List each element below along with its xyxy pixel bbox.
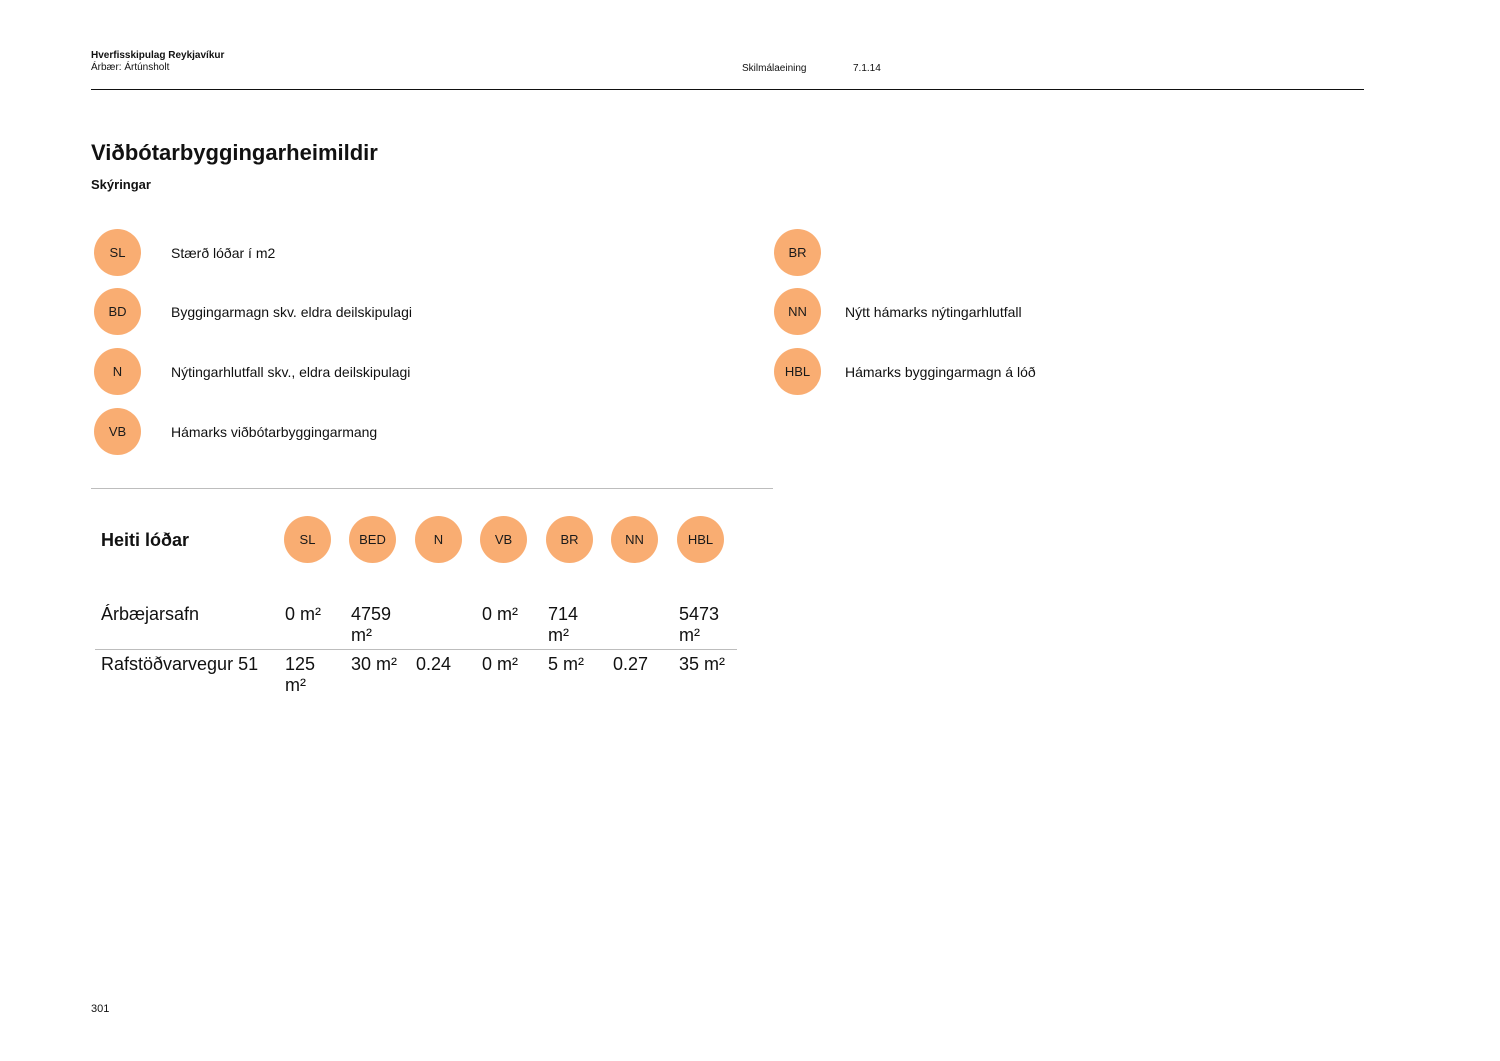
table-header-name: Heiti lóðar bbox=[101, 530, 190, 550]
table-cell: 35 m² bbox=[679, 654, 726, 674]
legend-label-hbl: Hámarks byggingarmagn á lóð bbox=[845, 364, 1036, 380]
table-cell: 0.24 bbox=[416, 654, 452, 674]
legend-label-n: Nýtingarhlutfall skv., eldra deilskipulagi bbox=[171, 364, 411, 380]
table-header-bed: BED bbox=[349, 516, 396, 563]
table-cell: 714 m² bbox=[548, 604, 579, 645]
table-cell: 4759 m² bbox=[351, 604, 392, 645]
page-title: Viðbótarbyggingarheimildir bbox=[91, 140, 378, 165]
table-header-hbl: HBL bbox=[677, 516, 724, 563]
table-cell: 5 m² bbox=[548, 654, 584, 674]
table-row-rule bbox=[95, 649, 737, 650]
table-row-name: Rafstöðvarvegur 51 bbox=[101, 654, 259, 674]
section-number: 7.1.14 bbox=[853, 63, 881, 74]
table-header-vb: VB bbox=[480, 516, 527, 563]
legend-badge-bd: BD bbox=[94, 288, 141, 335]
page-number: 301 bbox=[91, 1003, 110, 1015]
legend-badge-br: BR bbox=[774, 229, 821, 276]
document-subtitle: Árbær: Ártúnsholt bbox=[91, 62, 170, 73]
table-cell: 30 m² bbox=[351, 654, 398, 674]
legend-label-nn: Nýtt hámarks nýtingarhlutfall bbox=[845, 304, 1022, 320]
table-header-n: N bbox=[415, 516, 462, 563]
legend-badge-vb: VB bbox=[94, 408, 141, 455]
legend-label-vb: Hámarks viðbótarbyggingarmang bbox=[171, 424, 378, 440]
legend-badge-nn: NN bbox=[774, 288, 821, 335]
section-label: Skilmálaeining bbox=[742, 63, 807, 74]
table-cell: 0 m² bbox=[482, 604, 518, 624]
legend-badge-hbl: HBL bbox=[774, 348, 821, 395]
table-header-br: BR bbox=[546, 516, 593, 563]
legend-badge-sl: SL bbox=[94, 229, 141, 276]
document-title: Hverfisskipulag Reykjavíkur bbox=[91, 50, 225, 61]
table-cell: 0 m² bbox=[482, 654, 518, 674]
legend-heading: Skýringar bbox=[91, 177, 151, 192]
legend-label-sl: Stærð lóðar í m2 bbox=[171, 245, 276, 261]
section-divider bbox=[91, 488, 773, 489]
legend-badge-n: N bbox=[94, 348, 141, 395]
table-cell: 0 m² bbox=[285, 604, 321, 624]
header-rule bbox=[91, 89, 1364, 90]
table-cell: 0.27 bbox=[613, 654, 649, 674]
table-header-sl: SL bbox=[284, 516, 331, 563]
table-row-name: Árbæjarsafn bbox=[101, 604, 200, 624]
legend-label-bd: Byggingarmagn skv. eldra deilskipulagi bbox=[171, 304, 412, 320]
table-header-nn: NN bbox=[611, 516, 658, 563]
table-cell: 5473 m² bbox=[679, 604, 720, 645]
table-cell: 125 m² bbox=[285, 654, 316, 695]
